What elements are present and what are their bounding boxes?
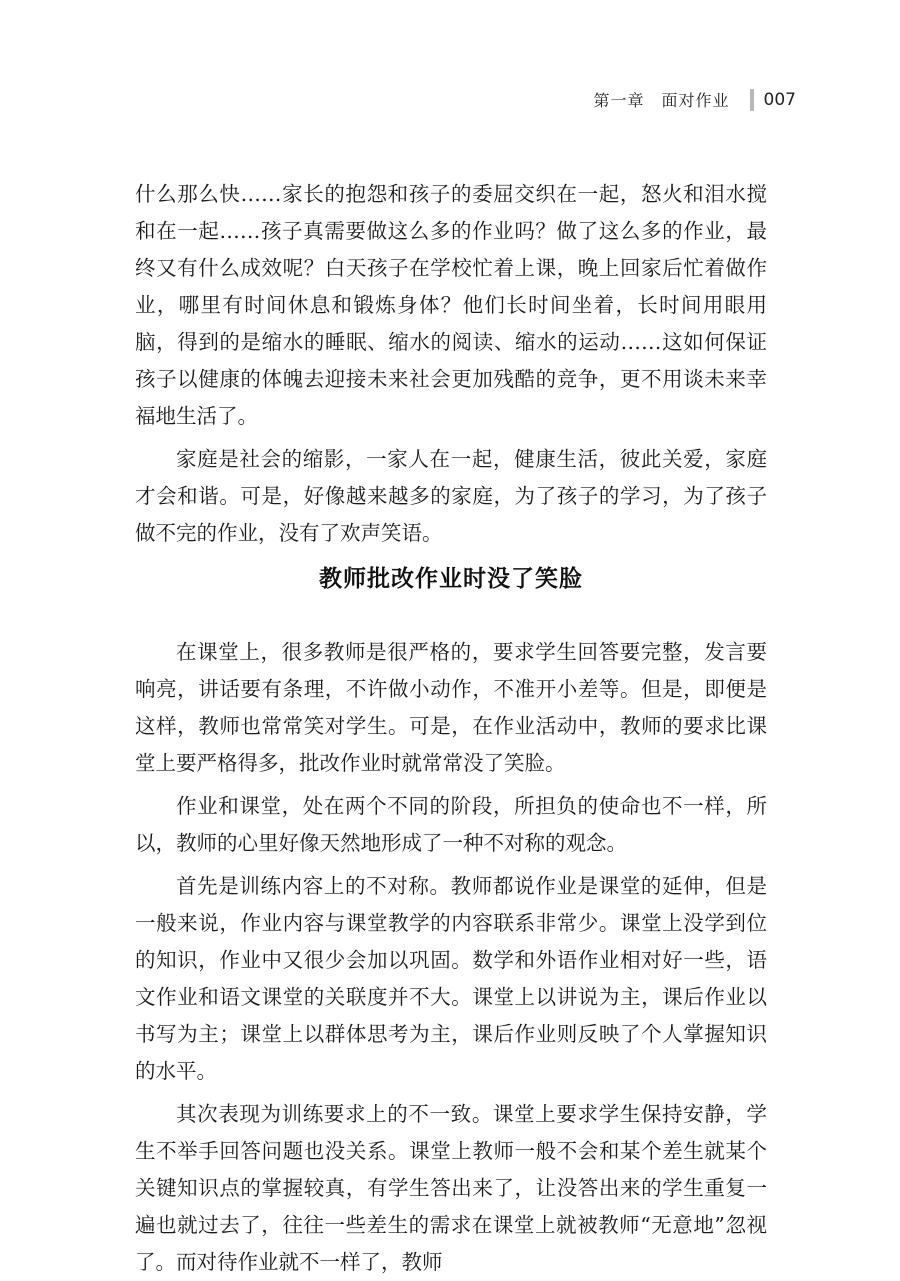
running-head (594, 88, 796, 111)
paragraph: 其次表现为训练要求上的不一致。课堂上要求学生保持安静，学生不举手回答问题也没关系。课堂上教师一般不会和某个差生就某个关键知识点的掌握较真，有学生答出来了，让没答出来的学生重复一遍也就过去了，往往一些差生的需求在课堂上就被教师“无意地”忽视了。而对待作业就不一样了，教师 (135, 1102, 767, 1274)
paragraph: 家庭是社会的缩影，一家人在一起，健康生活，彼此关爱，家庭才会和谐。可是，好像越来越多的家庭，为了孩子的学习，为了孩子做不完的作业，没有了欢声笑语。 (135, 447, 767, 545)
header-divider-bar (750, 89, 754, 111)
chapter-title: 第一章 面对作业 (593, 91, 730, 110)
paragraph: 作业和课堂，处在两个不同的阶段，所担负的使命也不一样，所以，教师的心里好像天然地形成了一种不对称的观念。 (135, 794, 767, 855)
paragraph-continued: 什么那么快……家长的抱怨和孩子的委屈交织在一起，怒火和泪水搅和在一起……孩子真需要做这么多的作业吗？做了这么多的作业，最终又有什么成效呢？白天孩子在学校忙着上课，晚上回家后忙着做作业，哪里有时间休息和锻炼身体？他们长时间坐着，长时间用眼用脑，得到的是缩水的睡眠、缩水的阅读、缩水的运动……这如何保证孩子以健康的体魄去迎接未来社会更加残酷的竞争，更不用谈未来幸福地生活了。 (135, 182, 767, 428)
body-text-block (135, 634, 767, 1281)
paragraph: 首先是训练内容上的不对称。教师都说作业是课堂的延伸，但是一般来说，作业内容与课堂教学的内容联系非常少。课堂上没学到位的知识，作业中又很少会加以巩固。数学和外语作业相对好一些，语文作业和语文课堂的关联度并不大。课堂上以讲说为主，课后作业以书写为主；课堂上以群体思考为主，课后作业则反映了个人掌握知识的水平。 (135, 874, 767, 1083)
section-heading: 教师批改作业时没了笑脸 (319, 566, 583, 592)
top-text-block (135, 176, 767, 552)
paragraph: 在课堂上，很多教师是很严格的，要求学生回答要完整，发言要响亮，讲话要有条理，不许做小动作，不准开小差等。但是，即便是这样，教师也常常笑对学生。可是，在作业活动中，教师的要求比课堂上要严格得多，批改作业时就常常没了笑脸。 (135, 640, 767, 775)
page-number: 007 (763, 89, 796, 110)
